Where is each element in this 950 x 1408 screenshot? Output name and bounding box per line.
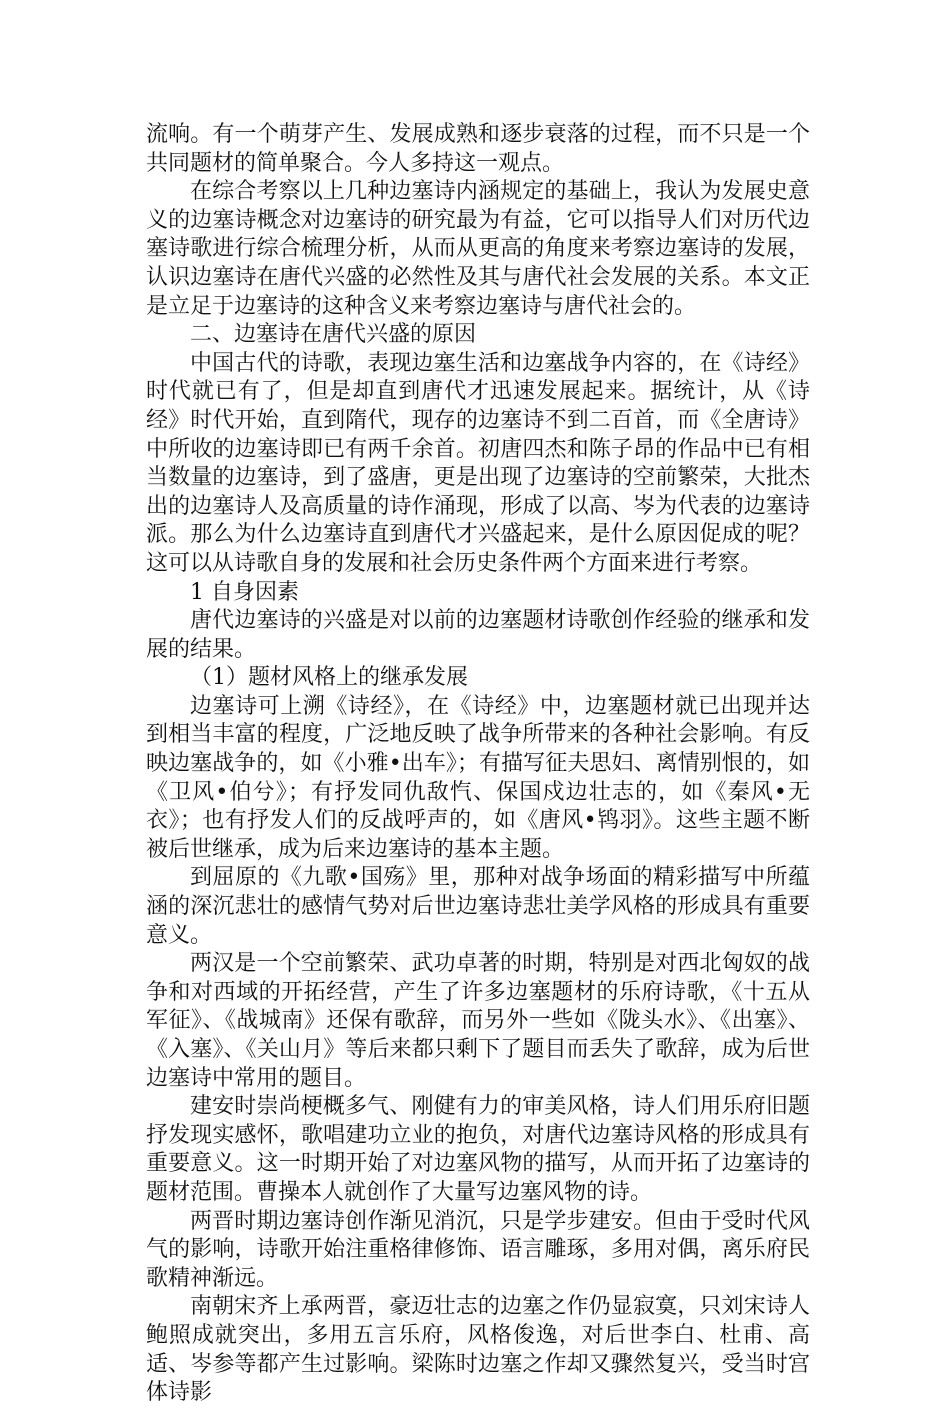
paragraph: 流响。有一个萌芽产生、发展成熟和逐步衰落的过程，而不只是一个共同题材的简单聚合。今人多持这一观点。 xyxy=(146,122,810,176)
document-body xyxy=(146,121,810,1408)
paragraph: 在综合考察以上几种边塞诗内涵规定的基础上，我认为发展史意义的边塞诗概念对边塞诗的研究最为有益，它可以指导人们对历代边塞诗歌进行综合梳理分析，从而从更高的角度来考察边塞诗的发展，认识边塞诗在唐代兴盛的必然性及其与唐代社会发展的关系。本文正是立足于边塞诗的这种含义来考察边塞诗与唐代社会的。 xyxy=(146,179,810,319)
section-heading: 二、边塞诗在唐代兴盛的原因 xyxy=(190,322,477,348)
paragraph: 边塞诗可上溯《诗经》，在《诗经》中，边塞题材就已出现并达到相当丰富的程度，广泛地反映了战争所带来的各种社会影响。有反映边塞战争的，如《小雅•出车》；有描写征夫思妇、离情别恨的，如《卫风•伯兮》；有抒发同仇敌忾、保国戍边壮志的，如《秦风•无衣》；也有抒发人们的反战呼声的，如《唐风•鸨羽》。这些主题不断被后世继承，成为后来边塞诗的基本主题。 xyxy=(146,693,810,862)
paragraph: 两汉是一个空前繁荣、武功卓著的时期，特别是对西北匈奴的战争和对西域的开拓经营，产生了许多边塞题材的乐府诗歌，《十五从军征》、《战城南》还保有歌辞，而另外一些如《陇头水》、《出塞》、《入塞》、《关山月》等后来都只剩下了题目而丢失了歌辞，成为后世边塞诗中常用的题目。 xyxy=(146,951,810,1091)
paragraph: 唐代边塞诗的兴盛是对以前的边塞题材诗歌创作经验的继承和发展的结果。 xyxy=(146,608,810,662)
paragraph: 中国古代的诗歌，表现边塞生活和边塞战争内容的，在《诗经》时代就已有了，但是却直到唐代才迅速发展起来。据统计，从《诗经》时代开始，直到隋代，现存的边塞诗不到二百首，而《全唐诗》中所收的边塞诗即已有两千余首。初唐四杰和陈子昂的作品中已有相当数量的边塞诗，到了盛唐，更是出现了边塞诗的空前繁荣，大批杰出的边塞诗人及高质量的诗作涌现，形成了以高、岑为代表的边塞诗派。那么为什么边塞诗直到唐代才兴盛起来，是什么原因促成的呢？这可以从诗歌自身的发展和社会历史条件两个方面来进行考察。 xyxy=(146,350,810,576)
subsection-heading: 1 自身因素 xyxy=(190,579,299,605)
paragraph: 建安时崇尚梗概多气、刚健有力的审美风格，诗人们用乐府旧题抒发现实感怀，歌唱建功立业的抱负，对唐代边塞诗风格的形成具有重要意义。这一时期开始了对边塞风物的描写，从而开拓了边塞诗的题材范围。曹操本人就创作了大量写边塞风物的诗。 xyxy=(146,1094,810,1205)
paragraph: 南朝宋齐上承两晋，豪迈壮志的边塞之作仍显寂寞，只刘宋诗人鲍照成就突出，多用五言乐府，风格俊逸，对后世李白、杜甫、高适、岑参等都产生过影响。梁陈时边塞之作却又骤然复兴，受当时宫体诗影 xyxy=(146,1294,810,1406)
paragraph: 两晋时期边塞诗创作渐见消沉，只是学步建安。但由于受时代风气的影响，诗歌开始注重格律修饰、语言雕琢，多用对偶，离乐府民歌精神渐远。 xyxy=(146,1208,810,1291)
paragraph: 到屈原的《九歌•国殇》里，那种对战争场面的精彩描写中所蕴涵的深沉悲壮的感情气势对后世边塞诗悲壮美学风格的形成具有重要意义。 xyxy=(146,865,810,948)
subsection-heading: （1）题材风格上的继承发展 xyxy=(190,665,468,691)
